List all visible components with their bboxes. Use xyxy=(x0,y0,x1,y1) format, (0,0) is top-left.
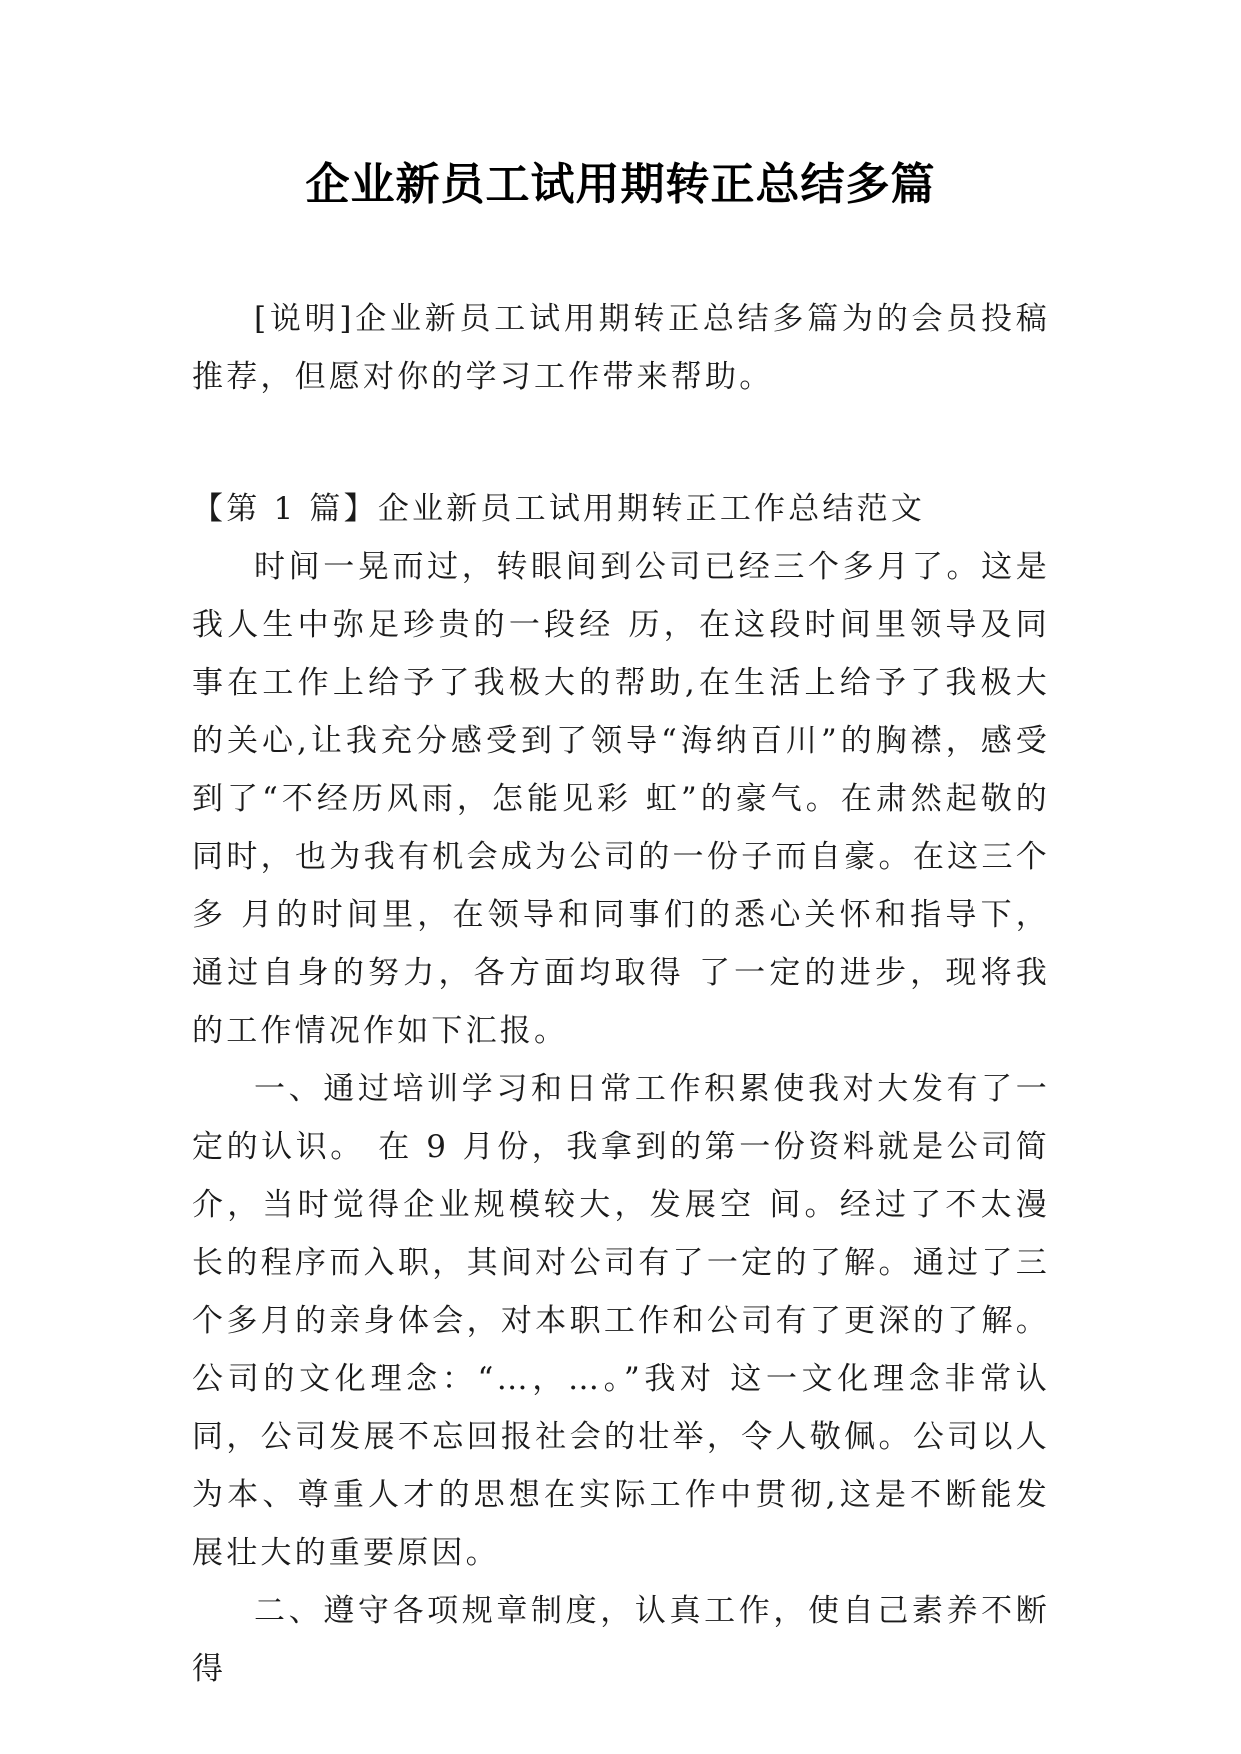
body-paragraph: 时间一晃而过，转眼间到公司已经三个多月了。这是我人生中弥足珍贵的一段经 历，在这段时间里领导及同事在工作上给予了我极大的帮助,在生活上给予了我极大的关心,让我充分感受到了领导“海纳百川”的胸襟，感受到了“不经历风雨，怎能见彩 虹”的豪气。在肃然起敬的同时，也为我有机会成为公司的一份子而自豪。在这三个多 月的时间里，在领导和同事们的悉心关怀和指导下，通过自身的努力，各方面均取得 了一定的进步，现将我的工作情况作如下汇报。 xyxy=(192,549,1050,1049)
section-heading: 【第 1 篇】企业新员工试用期转正工作总结范文 xyxy=(192,491,926,527)
intro-note: [说明]企业新员工试用期转正总结多篇为的会员投稿推荐，但愿对你的学习工作带来帮助。 xyxy=(192,301,1050,395)
document-title: 企业新员工试用期转正总结多篇 xyxy=(305,159,936,210)
body-paragraph: 一、通过培训学习和日常工作积累使我对大发有了一定的认识。 在 9 月份，我拿到的第一份资料就是公司简介，当时觉得企业规模较大，发展空 间。经过了不太漫长的程序而入职，其间对公司有了一定的了解。通过了三个多月的亲身体会，对本职工作和公司有了更深的了解。公司的文化理念：“…，…。”我对 这一文化理念非常认同，公司发展不忘回报社会的壮举，令人敬佩。公司以人为本、尊重人才的思想在实际工作中贯彻,这是不断能发展壮大的重要原因。 xyxy=(192,1071,1050,1571)
body-paragraph: 二、遵守各项规章制度，认真工作，使自己素养不断得 xyxy=(192,1593,1050,1687)
document-body xyxy=(192,290,1050,1698)
